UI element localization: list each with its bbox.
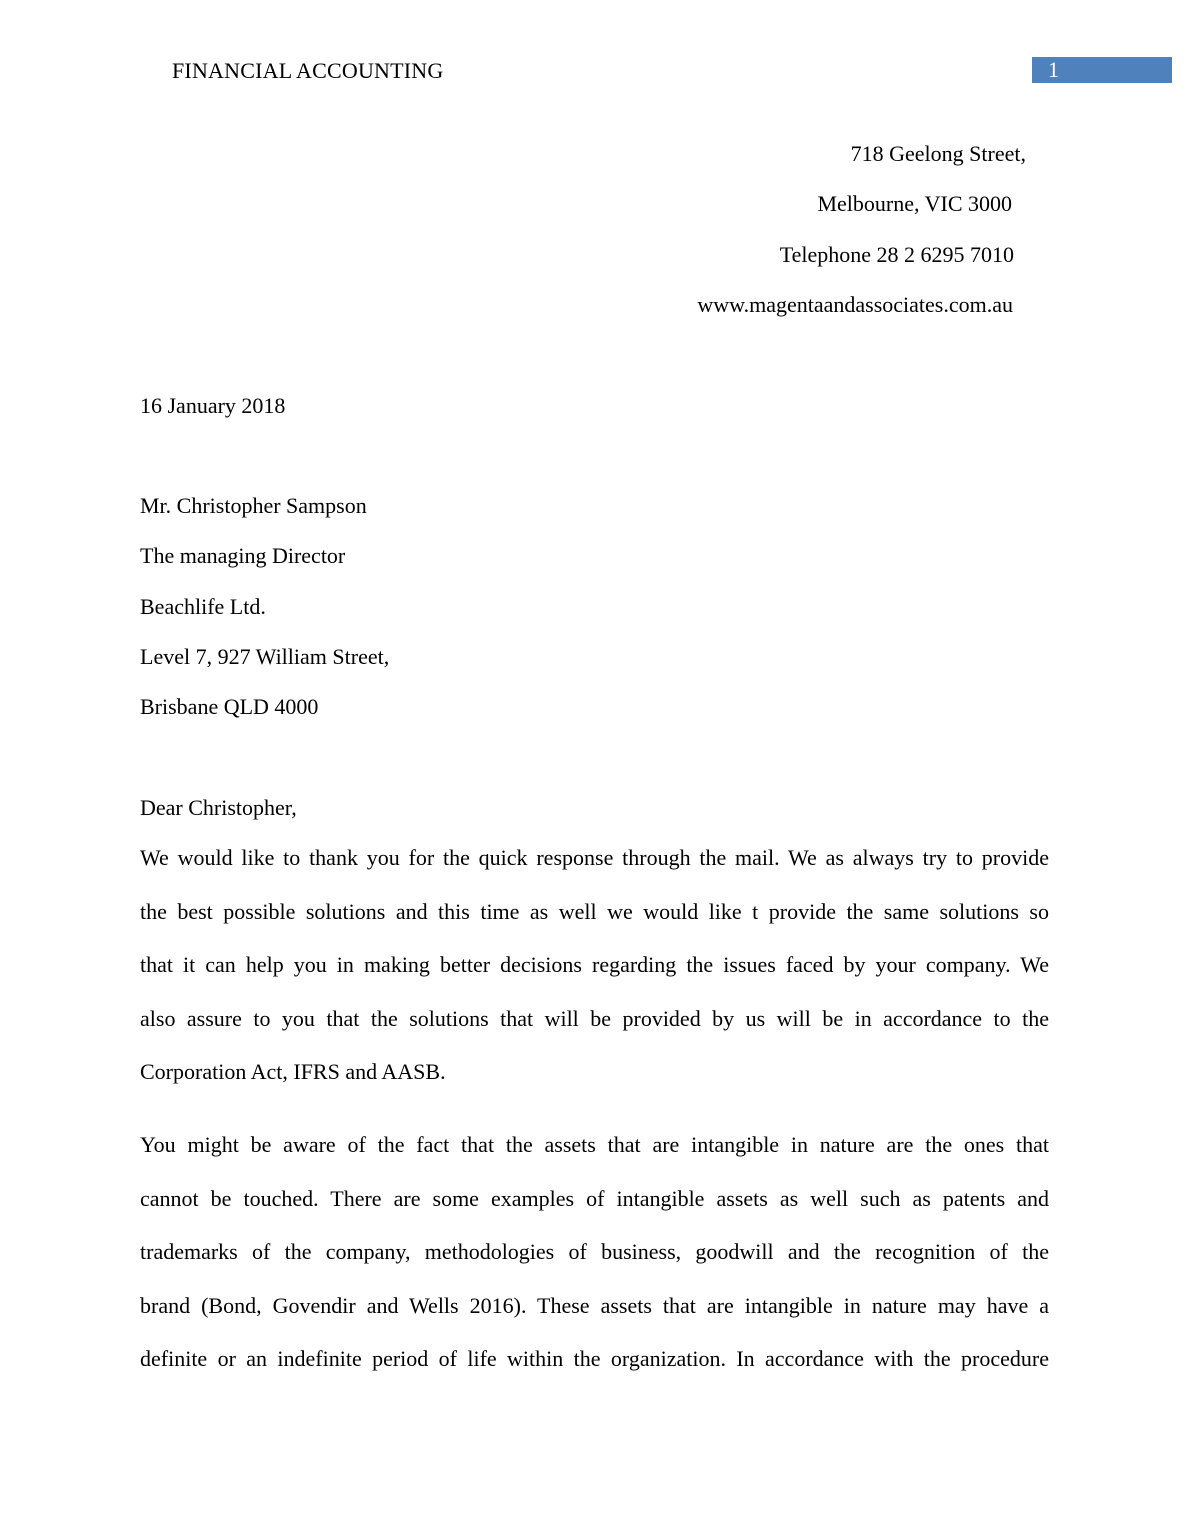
- page-number-badge: [1032, 57, 1172, 83]
- paragraph-line: also assure to you that the solutions that will be provided by us will be in accordance to the: [140, 1005, 1049, 1031]
- paragraph-line: definite or an indefinite period of life within the organization. In accordance with the procedure: [140, 1346, 1049, 1372]
- sender-city: Melbourne, VIC 3000: [817, 191, 1012, 216]
- body-paragraph-2: [140, 1118, 1049, 1386]
- sender-street: 718 Geelong Street,: [850, 141, 1026, 166]
- paragraph-line: trademarks of the company, methodologies of business, goodwill and the recognition of the: [140, 1239, 1049, 1265]
- body-paragraph-1: [140, 831, 1049, 1099]
- recipient-title: The managing Director: [140, 543, 346, 568]
- recipient-company: Beachlife Ltd.: [140, 594, 266, 619]
- recipient-street: Level 7, 927 William Street,: [140, 644, 390, 669]
- letter-date: 16 January 2018: [140, 393, 286, 418]
- sender-telephone: Telephone 28 2 6295 7010: [779, 242, 1014, 267]
- recipient-name: Mr. Christopher Sampson: [140, 493, 367, 518]
- running-header-title: FINANCIAL ACCOUNTING: [172, 58, 444, 83]
- paragraph-line: brand (Bond, Govendir and Wells 2016). These assets that are intangible in nature may have a: [140, 1292, 1049, 1318]
- paragraph-line: You might be aware of the fact that the assets that are intangible in nature are the ones that: [140, 1132, 1049, 1157]
- paragraph-line: We would like to thank you for the quick response through the mail. We as always try to provide: [140, 845, 1049, 870]
- paragraph-line: the best possible solutions and this time as well we would like t provide the same solutions so: [140, 898, 1049, 924]
- paragraph-line: Corporation Act, IFRS and AASB.: [140, 1059, 446, 1085]
- sender-website: www.magentaandassociates.com.au: [697, 292, 1013, 317]
- paragraph-line: cannot be touched. There are some examples of intangible assets as well such as patents and: [140, 1185, 1049, 1211]
- recipient-city: Brisbane QLD 4000: [140, 694, 319, 719]
- salutation: Dear Christopher,: [140, 795, 297, 820]
- page-number: 1: [1048, 57, 1059, 82]
- paragraph-line: that it can help you in making better decisions regarding the issues faced by your company. We: [140, 952, 1049, 978]
